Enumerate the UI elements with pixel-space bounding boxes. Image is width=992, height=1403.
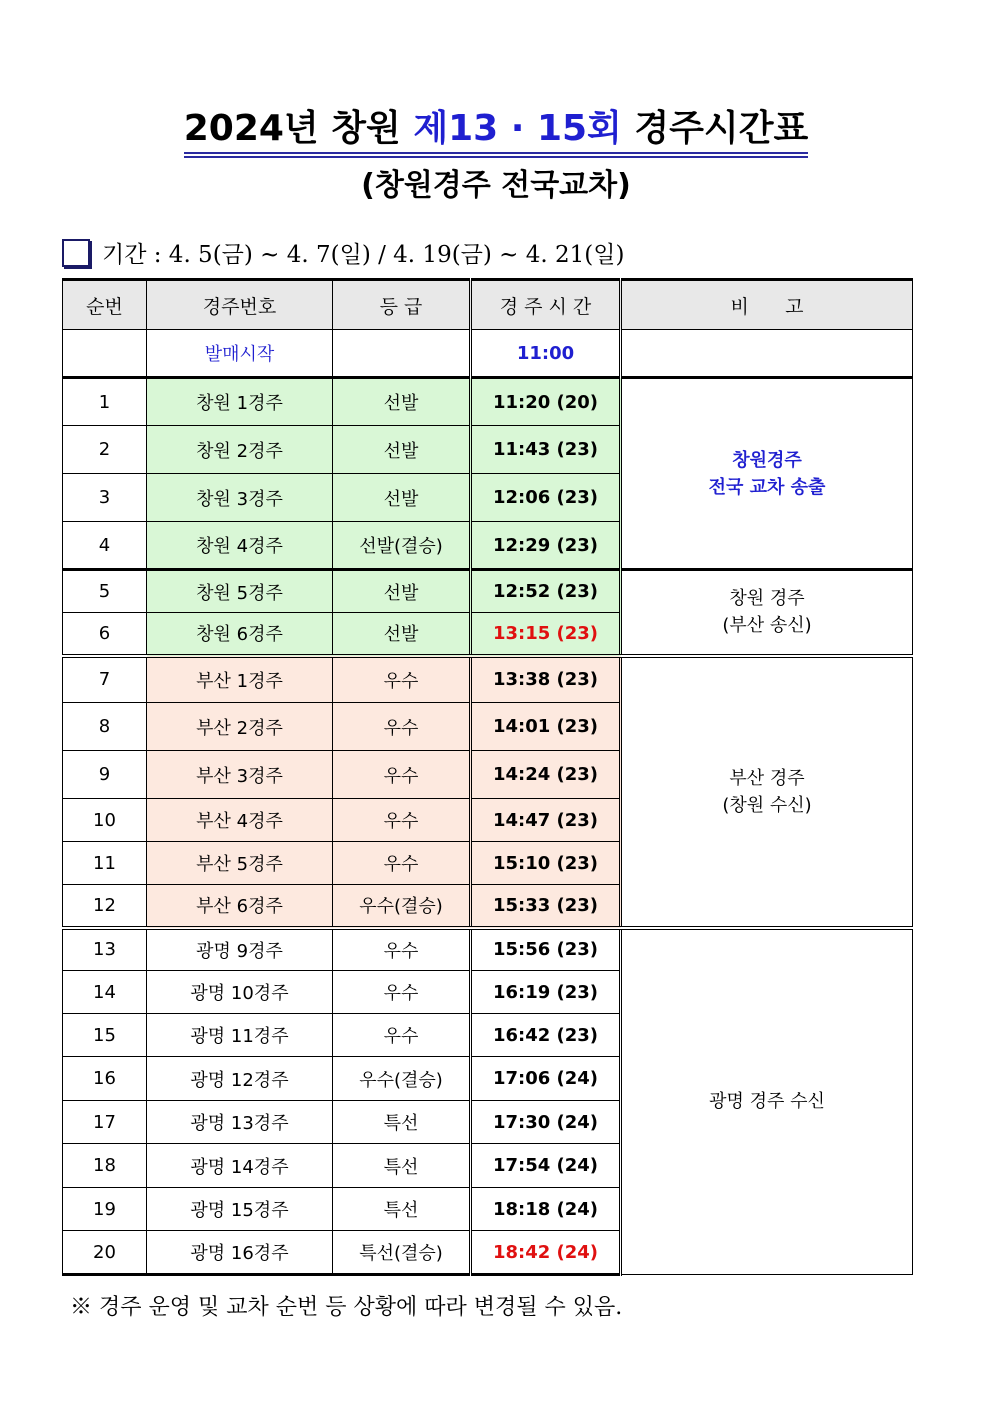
row-race: 광명 12경주	[147, 1057, 333, 1101]
row-race: 부산 3경주	[147, 751, 333, 799]
row-time: 14:47 (23)	[471, 799, 621, 842]
row-grade: 우수	[333, 842, 471, 885]
row-time: 14:01 (23)	[471, 703, 621, 751]
row-time: 18:18 (24)	[471, 1188, 621, 1231]
row-no: 16	[63, 1057, 147, 1101]
row-race: 광명 13경주	[147, 1101, 333, 1144]
row-grade: 특선	[333, 1188, 471, 1231]
row-no: 7	[63, 656, 147, 703]
title-year-venue: 2024년 창원	[183, 108, 414, 149]
row-no: 3	[63, 474, 147, 522]
race-schedule-table	[62, 278, 913, 1276]
title-round: 제13 · 15회	[413, 108, 622, 149]
row-grade: 우수	[333, 799, 471, 842]
row-no: 19	[63, 1188, 147, 1231]
row-grade: 특선(결승)	[333, 1231, 471, 1275]
row-race: 창원 2경주	[147, 426, 333, 474]
row-race: 창원 3경주	[147, 474, 333, 522]
row-time: 11:20 (20)	[471, 378, 621, 426]
row-no: 5	[63, 570, 147, 613]
header-no: 순번	[63, 280, 147, 330]
row-race: 부산 5경주	[147, 842, 333, 885]
row-time: 12:06 (23)	[471, 474, 621, 522]
remark-line: 부산 경주	[729, 767, 805, 789]
row-time: 16:19 (23)	[471, 971, 621, 1014]
row-time: 11:43 (23)	[471, 426, 621, 474]
sale-grade	[333, 330, 471, 378]
page-title	[0, 100, 992, 153]
checkbox-icon	[62, 239, 90, 267]
remark-group-1	[621, 378, 913, 570]
row-time: 15:56 (23)	[471, 928, 621, 971]
row-race: 광명 16경주	[147, 1231, 333, 1275]
row-race: 창원 4경주	[147, 522, 333, 570]
header-time: 경 주 시 간	[471, 280, 621, 330]
row-grade: 우수	[333, 751, 471, 799]
row-no: 8	[63, 703, 147, 751]
row-no: 6	[63, 613, 147, 656]
row-no: 9	[63, 751, 147, 799]
table-row	[63, 378, 913, 426]
row-no: 12	[63, 885, 147, 928]
row-grade: 선발	[333, 378, 471, 426]
row-no: 17	[63, 1101, 147, 1144]
row-race: 부산 2경주	[147, 703, 333, 751]
row-grade: 우수	[333, 703, 471, 751]
row-time: 17:54 (24)	[471, 1144, 621, 1188]
header-race: 경주번호	[147, 280, 333, 330]
sale-start-row	[63, 330, 913, 378]
row-no: 14	[63, 971, 147, 1014]
row-grade: 선발(결승)	[333, 522, 471, 570]
period-line	[62, 236, 624, 269]
row-grade: 선발	[333, 474, 471, 522]
row-no: 4	[63, 522, 147, 570]
row-race: 광명 10경주	[147, 971, 333, 1014]
row-race: 창원 1경주	[147, 378, 333, 426]
row-time: 14:24 (23)	[471, 751, 621, 799]
remark-line: 창원 경주	[729, 588, 805, 610]
remark-line: (부산 송신)	[722, 615, 812, 637]
row-race: 창원 5경주	[147, 570, 333, 613]
row-grade: 선발	[333, 570, 471, 613]
row-time: 15:10 (23)	[471, 842, 621, 885]
row-grade: 우수	[333, 928, 471, 971]
sale-remark	[621, 330, 913, 378]
row-race: 부산 1경주	[147, 656, 333, 703]
row-grade: 특선	[333, 1144, 471, 1188]
table-header-row	[63, 280, 913, 330]
footnote: ※ 경주 운영 및 교차 순번 등 상황에 따라 변경될 수 있음.	[70, 1295, 623, 1320]
row-grade: 선발	[333, 613, 471, 656]
title-suffix: 경주시간표	[621, 108, 809, 149]
row-no: 11	[63, 842, 147, 885]
row-no: 10	[63, 799, 147, 842]
table-row	[63, 570, 913, 613]
row-time: 15:33 (23)	[471, 885, 621, 928]
remark-line: 창원경주	[732, 449, 802, 471]
row-grade: 특선	[333, 1101, 471, 1144]
row-race: 창원 6경주	[147, 613, 333, 656]
remark-group-3	[621, 656, 913, 928]
row-race: 부산 6경주	[147, 885, 333, 928]
row-time: 16:42 (23)	[471, 1014, 621, 1057]
row-no: 1	[63, 378, 147, 426]
row-time: 13:15 (23)	[471, 613, 621, 656]
remark-line: (창원 수신)	[722, 794, 812, 816]
row-grade: 우수(결승)	[333, 1057, 471, 1101]
sale-time: 11:00	[471, 330, 621, 378]
remark-group-4: 광명 경주 수신	[621, 928, 913, 1275]
table-row	[63, 656, 913, 703]
row-no: 2	[63, 426, 147, 474]
row-grade: 우수	[333, 656, 471, 703]
row-no: 18	[63, 1144, 147, 1188]
row-grade: 우수	[333, 1014, 471, 1057]
row-race: 광명 14경주	[147, 1144, 333, 1188]
row-time: 17:06 (24)	[471, 1057, 621, 1101]
row-grade: 우수(결승)	[333, 885, 471, 928]
row-race: 부산 4경주	[147, 799, 333, 842]
header-remark: 비 고	[621, 280, 913, 330]
row-time: 12:29 (23)	[471, 522, 621, 570]
row-no: 20	[63, 1231, 147, 1275]
row-race: 광명 9경주	[147, 928, 333, 971]
table-row	[63, 928, 913, 971]
row-grade: 선발	[333, 426, 471, 474]
sale-no	[63, 330, 147, 378]
row-time: 12:52 (23)	[471, 570, 621, 613]
remark-line: 전국 교차 송출	[708, 476, 826, 498]
row-time: 17:30 (24)	[471, 1101, 621, 1144]
row-race: 광명 15경주	[147, 1188, 333, 1231]
row-race: 광명 11경주	[147, 1014, 333, 1057]
page-subtitle: (창원경주 전국교차)	[361, 168, 631, 203]
header-grade: 등 급	[333, 280, 471, 330]
row-no: 15	[63, 1014, 147, 1057]
row-grade: 우수	[333, 971, 471, 1014]
remark-group-2	[621, 570, 913, 656]
row-no: 13	[63, 928, 147, 971]
sale-label: 발매시작	[147, 330, 333, 378]
row-time: 13:38 (23)	[471, 656, 621, 703]
period-text: 기간 : 4. 5(금) ~ 4. 7(일) / 4. 19(금) ~ 4. 21(일)	[102, 242, 625, 268]
row-time: 18:42 (24)	[471, 1231, 621, 1275]
